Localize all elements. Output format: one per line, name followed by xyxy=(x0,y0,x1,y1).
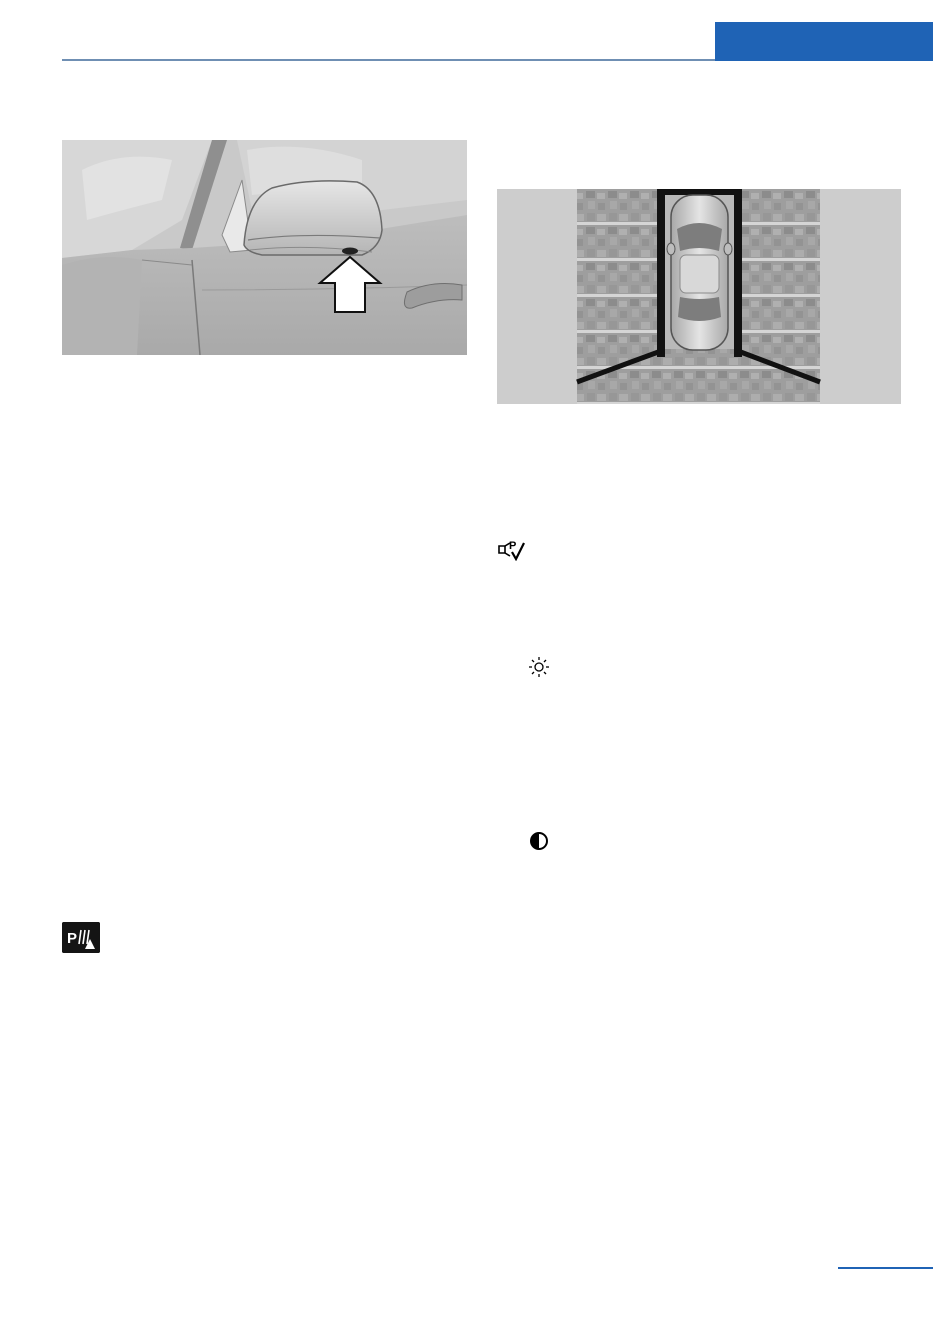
pdc-check-icon xyxy=(497,537,527,561)
top-view-figure xyxy=(497,189,901,404)
contrast-icon xyxy=(529,831,549,851)
mirror-camera-figure xyxy=(62,140,467,355)
section-tab xyxy=(715,22,933,61)
header-rule xyxy=(62,59,715,61)
svg-text:P: P xyxy=(509,540,517,552)
parking-assistant-button-icon xyxy=(62,922,100,953)
brightness-icon xyxy=(528,656,550,678)
svg-text:P: P xyxy=(67,930,78,947)
footer-rule xyxy=(838,1267,933,1269)
